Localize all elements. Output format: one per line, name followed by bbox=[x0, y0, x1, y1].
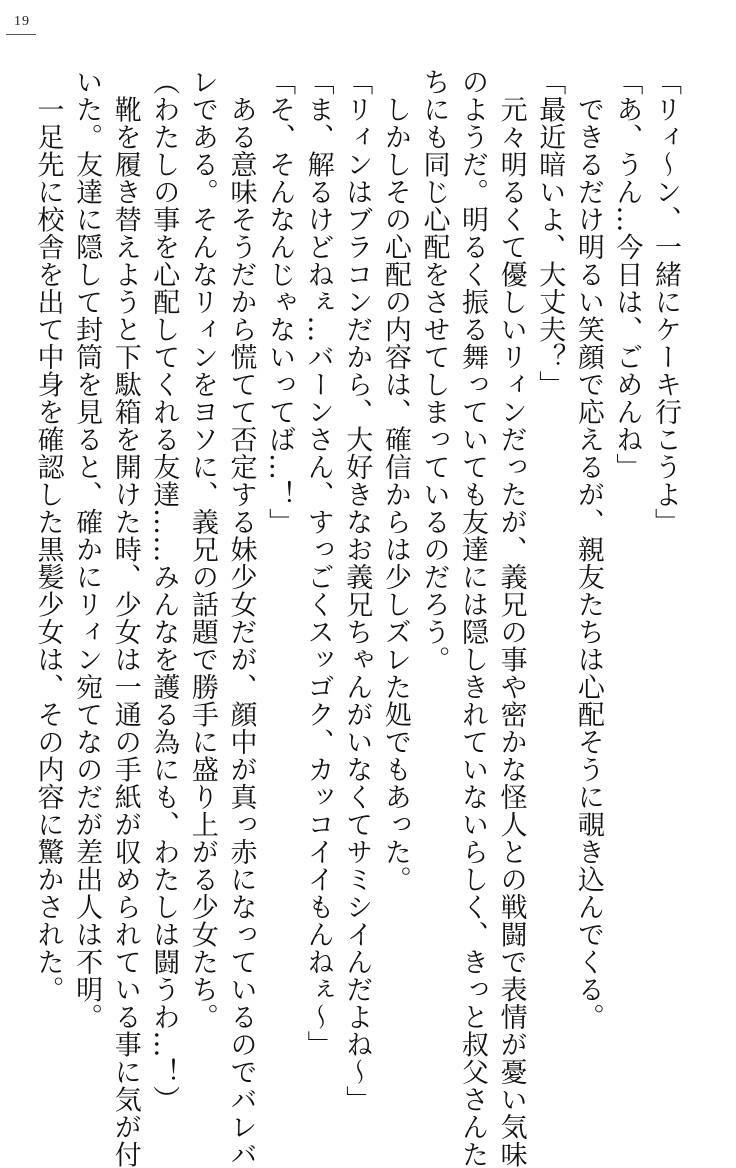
text-line: 元々明るくて優しいリィンだったが、義兄の事や密かな怪人との戦闘で表情が憂い気味 bbox=[495, 68, 527, 1168]
text-line: ある意味そうだから慌てて否定する妹少女だが、顔中が真っ赤になっているのでバレバ bbox=[225, 68, 257, 1168]
text-line: 「あ、うん…今日は、ごめんね」 bbox=[611, 68, 643, 481]
text-line: のようだ。明るく振る舞っていても友達には隠しきれていないらしく、きっと叔父さんた bbox=[457, 68, 489, 1168]
text-line: 「そ、そんなんじゃないってば…！」 bbox=[264, 68, 296, 536]
text-line: しかしその心配の内容は、確信からは少しズレた処でもあった。 bbox=[379, 68, 411, 893]
text-line: 靴を履き替えようと下駄箱を開けた時、少女は一通の手紙が収められている事に気が付 bbox=[109, 68, 141, 1168]
text-line: いた。友達に隠して封筒を見ると、確かにリィン宛てなのだが差出人は不明。 bbox=[71, 68, 103, 1031]
text-line: 「最近暗いよ、大丈夫？」 bbox=[534, 68, 566, 398]
text-line: できるだけ明るい笑顔で応えるが、親友たちは心配そうに覗き込んでくる。 bbox=[572, 68, 604, 1031]
page-number-underline bbox=[6, 34, 36, 35]
text-line: 「リィ～ン、一緒にケーキ行こうよ」 bbox=[650, 68, 681, 536]
text-line: 一足先に校舎を出て中身を確認した黒髪少女は、その内容に驚かされた。 bbox=[32, 68, 64, 1003]
page-number: 19 bbox=[14, 14, 30, 29]
text-line: （わたしの事を心配してくれる友達……みんなを護る為にも、わたしは闘うわ…！） bbox=[148, 68, 180, 1113]
text-line: 「リィンはブラコンだから、大好きなお義兄ちゃんがいなくてサミシイんだよね～」 bbox=[341, 68, 373, 1113]
text-line: 「ま、解るけどねぇ…バーンさん、すっごくスッゴク、カッコイイもんねぇ～」 bbox=[302, 68, 334, 1058]
text-line: ちにも同じ心配をさせてしまっているのだろう。 bbox=[418, 68, 450, 673]
vertical-text-body bbox=[28, 68, 684, 1168]
text-line: レである。そんなリィンをヨソに、義兄の話題で勝手に盛り上がる少女たち。 bbox=[186, 68, 218, 1031]
